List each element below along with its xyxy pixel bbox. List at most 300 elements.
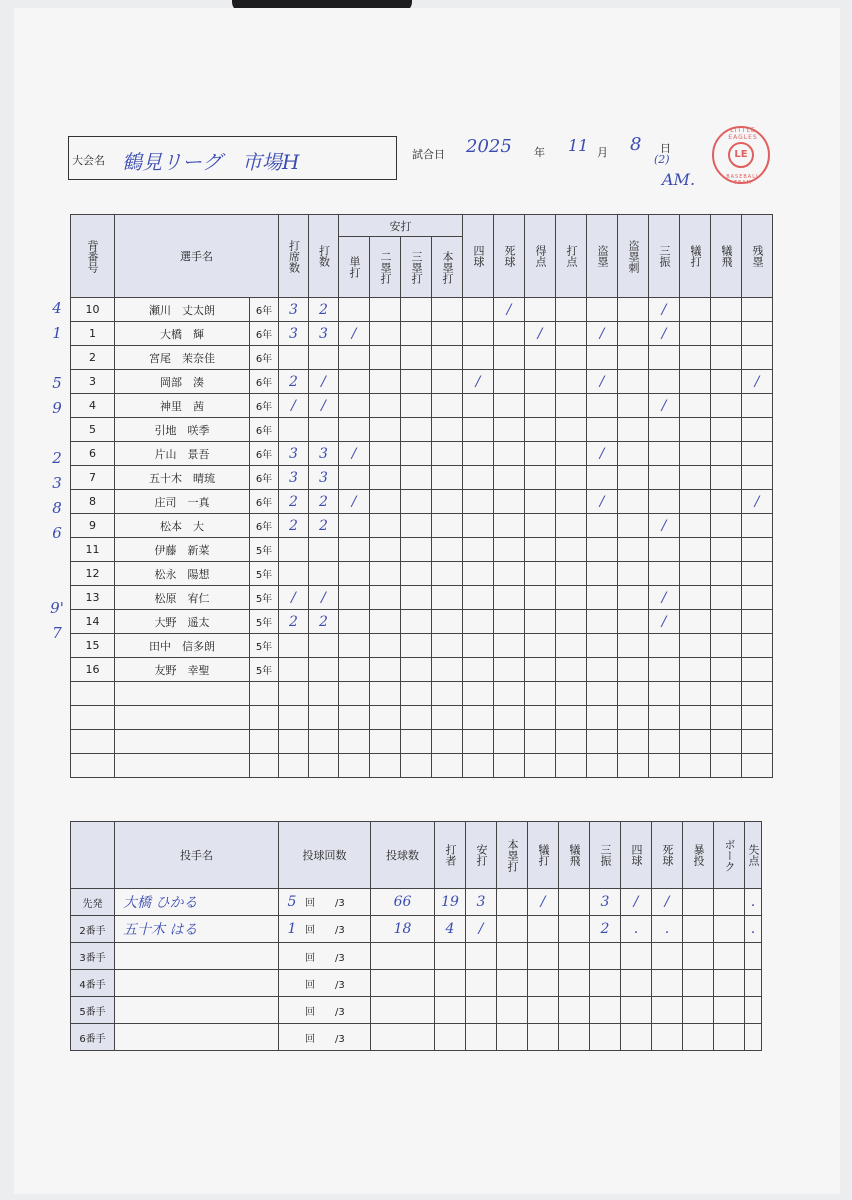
stat-bb	[463, 730, 494, 754]
stat-sac	[680, 538, 711, 562]
header-cs: 盗塁刺	[618, 215, 649, 298]
stat-sac	[680, 586, 711, 610]
player-grade: 5年	[250, 610, 279, 634]
stat-single	[339, 370, 370, 394]
stat-cs	[618, 610, 649, 634]
player-name: 田中 信多朗	[115, 634, 250, 658]
stat-sf	[711, 418, 742, 442]
table-row	[71, 634, 773, 658]
stat-lob	[742, 322, 773, 346]
stat-hbp	[494, 754, 525, 778]
stat-bb	[463, 610, 494, 634]
pitcher-role: 6番手	[71, 1024, 115, 1051]
stat-lob	[742, 538, 773, 562]
innings-unit: 回	[305, 979, 315, 991]
stat-cs	[618, 490, 649, 514]
stat-sb: /	[587, 442, 618, 466]
pitch-stat-sf	[559, 916, 590, 943]
player-name: 友野 幸聖	[115, 658, 250, 682]
stat-pa: /	[279, 586, 309, 610]
player-grade: 6年	[250, 370, 279, 394]
stat-single: /	[339, 490, 370, 514]
stat-bb	[463, 658, 494, 682]
pitch-header-bb: 四球	[621, 822, 652, 889]
stat-sf	[711, 562, 742, 586]
pitcher-pitches	[371, 970, 435, 997]
stat-double	[370, 634, 401, 658]
stat-bb	[463, 298, 494, 322]
stat-triple	[401, 298, 432, 322]
pitch-stat-so	[590, 997, 621, 1024]
stat-rbi	[556, 730, 587, 754]
stat-ab: /	[309, 370, 339, 394]
tournament-label: 大会名	[72, 154, 105, 167]
pitcher-name: 五十木 はる	[115, 916, 279, 943]
stat-so	[649, 658, 680, 682]
pitch-stat-wp	[683, 916, 714, 943]
player-number: 9	[71, 514, 115, 538]
stat-triple	[401, 586, 432, 610]
stat-ab: /	[309, 586, 339, 610]
stat-sf	[711, 298, 742, 322]
pitch-stat-bk	[714, 916, 745, 943]
player-number: 5	[71, 418, 115, 442]
position-mark: 6	[52, 524, 62, 542]
stat-lob	[742, 442, 773, 466]
header-sf: 犠飛	[711, 215, 742, 298]
stat-bb: /	[463, 370, 494, 394]
stat-pa: 3	[279, 466, 309, 490]
stat-cs	[618, 682, 649, 706]
stat-lob	[742, 586, 773, 610]
stat-sb	[587, 394, 618, 418]
stat-sf	[711, 322, 742, 346]
header-hits: 安打	[339, 215, 463, 237]
position-mark: 1	[52, 324, 62, 342]
stat-lob	[742, 634, 773, 658]
stat-rbi	[556, 514, 587, 538]
pitch-stat-bb	[621, 1024, 652, 1051]
position-mark: 3	[52, 474, 62, 492]
pitch-stat-r	[745, 943, 762, 970]
pitch-stat-sac: /	[528, 889, 559, 916]
stat-sac	[680, 754, 711, 778]
stat-bb	[463, 538, 494, 562]
pitch-stat-so	[590, 1024, 621, 1051]
player-grade: 5年	[250, 538, 279, 562]
stat-double	[370, 442, 401, 466]
table-row	[71, 562, 773, 586]
stat-sac	[680, 298, 711, 322]
stat-hbp	[494, 442, 525, 466]
player-grade: 6年	[250, 490, 279, 514]
table-row	[71, 943, 762, 970]
stat-rbi	[556, 586, 587, 610]
pitcher-pitches	[371, 1024, 435, 1051]
stat-cs	[618, 298, 649, 322]
stat-sf	[711, 634, 742, 658]
stat-hr	[432, 730, 463, 754]
pitch-stat-so: 2	[590, 916, 621, 943]
stat-rbi	[556, 682, 587, 706]
stat-single	[339, 394, 370, 418]
pitch-stat-hr	[497, 889, 528, 916]
stat-rbi	[556, 706, 587, 730]
stat-double	[370, 538, 401, 562]
player-name: 松原 宥仁	[115, 586, 250, 610]
player-name	[115, 754, 250, 778]
day-label: 日	[660, 142, 671, 155]
stat-ab	[309, 634, 339, 658]
stat-pa: 3	[279, 442, 309, 466]
pitcher-role: 3番手	[71, 943, 115, 970]
stat-sac	[680, 490, 711, 514]
pitch-header-blank	[71, 822, 115, 889]
stat-rbi	[556, 418, 587, 442]
stat-runs	[525, 298, 556, 322]
player-name: 引地 咲季	[115, 418, 250, 442]
stat-so	[649, 346, 680, 370]
player-grade: 5年	[250, 634, 279, 658]
pitch-stat-hbp	[652, 943, 683, 970]
stat-bb	[463, 682, 494, 706]
stat-so: /	[649, 322, 680, 346]
header-name: 選手名	[115, 215, 279, 298]
stat-sac	[680, 658, 711, 682]
innings-fraction: /3	[335, 952, 345, 964]
stat-so	[649, 706, 680, 730]
stat-hbp	[494, 466, 525, 490]
stat-double	[370, 706, 401, 730]
stat-pa	[279, 658, 309, 682]
stat-hr	[432, 370, 463, 394]
stat-lob	[742, 514, 773, 538]
header-so: 三振	[649, 215, 680, 298]
pitch-stat-bk	[714, 889, 745, 916]
stat-so	[649, 442, 680, 466]
stat-sac	[680, 682, 711, 706]
stat-triple	[401, 418, 432, 442]
day-value: 8	[630, 134, 642, 155]
stat-sf	[711, 682, 742, 706]
stat-sf	[711, 730, 742, 754]
batting-table	[70, 214, 773, 778]
stat-sac	[680, 730, 711, 754]
stat-rbi	[556, 298, 587, 322]
month-label: 月	[597, 146, 608, 159]
stat-sb	[587, 658, 618, 682]
stat-ab	[309, 730, 339, 754]
stat-so	[649, 754, 680, 778]
pitch-stat-r	[745, 997, 762, 1024]
stat-double	[370, 370, 401, 394]
table-row	[71, 538, 773, 562]
pitcher-innings	[279, 916, 371, 943]
pitch-stat-wp	[683, 889, 714, 916]
pitching-table	[70, 821, 762, 1051]
pitch-stat-sac	[528, 997, 559, 1024]
pitch-stat-so	[590, 943, 621, 970]
pitch-stat-bf	[435, 943, 466, 970]
stat-single	[339, 514, 370, 538]
stat-runs	[525, 466, 556, 490]
pitcher-name	[115, 943, 279, 970]
player-grade: 5年	[250, 562, 279, 586]
stat-double	[370, 418, 401, 442]
player-number: 1	[71, 322, 115, 346]
stat-sb: /	[587, 490, 618, 514]
stat-ab: 2	[309, 490, 339, 514]
pitch-stat-so	[590, 970, 621, 997]
stat-sb	[587, 610, 618, 634]
table-row	[71, 418, 773, 442]
stat-runs	[525, 394, 556, 418]
stat-sb	[587, 634, 618, 658]
stat-triple	[401, 370, 432, 394]
pitch-header-sf: 犠飛	[559, 822, 590, 889]
player-number	[71, 706, 115, 730]
stat-single	[339, 538, 370, 562]
pitch-stat-hbp	[652, 997, 683, 1024]
stat-sb	[587, 538, 618, 562]
pitch-stat-bb	[621, 943, 652, 970]
pitch-stat-hr	[497, 997, 528, 1024]
stat-cs	[618, 514, 649, 538]
stat-cs	[618, 442, 649, 466]
stat-rbi	[556, 658, 587, 682]
stat-lob	[742, 394, 773, 418]
stat-hbp	[494, 490, 525, 514]
pitch-header-bk: ボーク	[714, 822, 745, 889]
innings-unit: 回	[305, 925, 315, 936]
stat-rbi	[556, 322, 587, 346]
stat-so: /	[649, 610, 680, 634]
pitch-stat-bf: 4	[435, 916, 466, 943]
pitch-stat-bf	[435, 1024, 466, 1051]
stat-bb	[463, 562, 494, 586]
table-row	[71, 1024, 762, 1051]
stat-hr	[432, 442, 463, 466]
stat-rbi	[556, 610, 587, 634]
stat-runs	[525, 370, 556, 394]
stat-cs	[618, 322, 649, 346]
team-logo-icon: LE	[728, 142, 754, 168]
stat-single	[339, 754, 370, 778]
stat-sb	[587, 706, 618, 730]
stat-hbp	[494, 562, 525, 586]
pitch-header-sac: 犠打	[528, 822, 559, 889]
table-row	[71, 298, 773, 322]
stat-ab	[309, 418, 339, 442]
pitch-stat-r: .	[745, 916, 762, 943]
pitch-stat-sac	[528, 970, 559, 997]
stat-hr	[432, 610, 463, 634]
stat-pa	[279, 538, 309, 562]
player-number: 13	[71, 586, 115, 610]
stat-rbi	[556, 394, 587, 418]
stat-hbp	[494, 634, 525, 658]
pitching-body	[71, 889, 762, 1051]
stat-bb	[463, 514, 494, 538]
stat-ab	[309, 706, 339, 730]
stat-lob: /	[742, 490, 773, 514]
stat-single	[339, 586, 370, 610]
stat-triple	[401, 634, 432, 658]
stat-hbp	[494, 394, 525, 418]
stat-sb	[587, 418, 618, 442]
stat-sf	[711, 346, 742, 370]
pitcher-name	[115, 970, 279, 997]
stat-single	[339, 634, 370, 658]
stat-sac	[680, 346, 711, 370]
stat-double	[370, 466, 401, 490]
pitch-stat-hr	[497, 916, 528, 943]
pitch-stat-bf	[435, 970, 466, 997]
stat-single	[339, 346, 370, 370]
header-sb: 盗塁	[587, 215, 618, 298]
stat-hr	[432, 658, 463, 682]
pitch-header-r: 失点	[745, 822, 762, 889]
stat-hbp	[494, 514, 525, 538]
stat-ab: 2	[309, 610, 339, 634]
stat-lob	[742, 346, 773, 370]
stat-hr	[432, 418, 463, 442]
header-double: 二塁打	[370, 237, 401, 298]
stat-hr	[432, 514, 463, 538]
pitch-stat-r	[745, 1024, 762, 1051]
innings-fraction: /3	[335, 979, 345, 991]
stat-bb	[463, 490, 494, 514]
stat-runs	[525, 418, 556, 442]
table-row	[71, 514, 773, 538]
stat-hbp	[494, 730, 525, 754]
stat-runs	[525, 346, 556, 370]
stat-double	[370, 754, 401, 778]
stat-bb	[463, 706, 494, 730]
stat-so: /	[649, 514, 680, 538]
stat-double	[370, 322, 401, 346]
stat-sac	[680, 442, 711, 466]
stat-sf	[711, 442, 742, 466]
stat-cs	[618, 394, 649, 418]
stat-sac	[680, 562, 711, 586]
stat-hr	[432, 682, 463, 706]
stat-triple	[401, 394, 432, 418]
stat-sac	[680, 610, 711, 634]
pitch-stat-bk	[714, 997, 745, 1024]
stat-lob	[742, 418, 773, 442]
pitcher-innings	[279, 889, 371, 916]
table-row	[71, 658, 773, 682]
stat-runs	[525, 658, 556, 682]
stat-bb	[463, 586, 494, 610]
player-grade: 6年	[250, 442, 279, 466]
stat-double	[370, 490, 401, 514]
table-row	[71, 706, 773, 730]
stat-lob	[742, 682, 773, 706]
stat-so: /	[649, 586, 680, 610]
pitch-stat-hr	[497, 1024, 528, 1051]
stat-cs	[618, 538, 649, 562]
innings-fraction: /3	[335, 1006, 345, 1018]
stat-hr	[432, 346, 463, 370]
stat-bb	[463, 754, 494, 778]
stat-single: /	[339, 442, 370, 466]
pitch-stat-h: /	[466, 916, 497, 943]
table-row	[71, 370, 773, 394]
pitch-stat-wp	[683, 1024, 714, 1051]
stat-hbp	[494, 610, 525, 634]
player-grade: 6年	[250, 346, 279, 370]
month-value: 11	[568, 136, 589, 155]
stat-sac	[680, 706, 711, 730]
player-number	[71, 730, 115, 754]
pitch-stat-sac	[528, 1024, 559, 1051]
stat-double	[370, 586, 401, 610]
stat-rbi	[556, 754, 587, 778]
table-row	[71, 970, 762, 997]
player-grade: 6年	[250, 418, 279, 442]
stat-pa	[279, 706, 309, 730]
player-name: 神里 茜	[115, 394, 250, 418]
player-name: 松永 陽想	[115, 562, 250, 586]
player-grade: 5年	[250, 658, 279, 682]
stat-cs	[618, 754, 649, 778]
pitch-stat-sf	[559, 1024, 590, 1051]
pitch-stat-bf	[435, 997, 466, 1024]
stat-ab: 3	[309, 466, 339, 490]
stat-triple	[401, 730, 432, 754]
pitch-header-hr: 本塁打	[497, 822, 528, 889]
stamp-subtext: BASEBALL TEAM	[726, 174, 760, 186]
table-row	[71, 997, 762, 1024]
header-hbp: 死球	[494, 215, 525, 298]
pitch-stat-sac	[528, 916, 559, 943]
pitch-header-innings: 投球回数	[279, 822, 371, 889]
header-bb: 四球	[463, 215, 494, 298]
header-number: 背番号	[71, 215, 115, 298]
pitch-stat-hbp	[652, 970, 683, 997]
stat-double	[370, 346, 401, 370]
stat-hbp	[494, 370, 525, 394]
pitch-stat-bb: /	[621, 889, 652, 916]
table-row	[71, 394, 773, 418]
pitch-stat-h	[466, 943, 497, 970]
stat-so	[649, 490, 680, 514]
stat-lob	[742, 466, 773, 490]
pitcher-pitches	[371, 997, 435, 1024]
stat-triple	[401, 514, 432, 538]
pitch-stat-h	[466, 970, 497, 997]
player-grade: 6年	[250, 322, 279, 346]
stat-hr	[432, 562, 463, 586]
stat-single	[339, 730, 370, 754]
stat-single	[339, 610, 370, 634]
stat-ab: 2	[309, 298, 339, 322]
stat-runs	[525, 634, 556, 658]
pitcher-name: 大橋 ひかる	[115, 889, 279, 916]
stat-pa	[279, 634, 309, 658]
header-hr: 本塁打	[432, 237, 463, 298]
stat-pa: 3	[279, 298, 309, 322]
pitch-stat-bk	[714, 1024, 745, 1051]
pitch-header-so: 三振	[590, 822, 621, 889]
stat-double	[370, 514, 401, 538]
player-grade: 5年	[250, 586, 279, 610]
stat-so: /	[649, 394, 680, 418]
stat-sac	[680, 418, 711, 442]
stat-runs	[525, 514, 556, 538]
